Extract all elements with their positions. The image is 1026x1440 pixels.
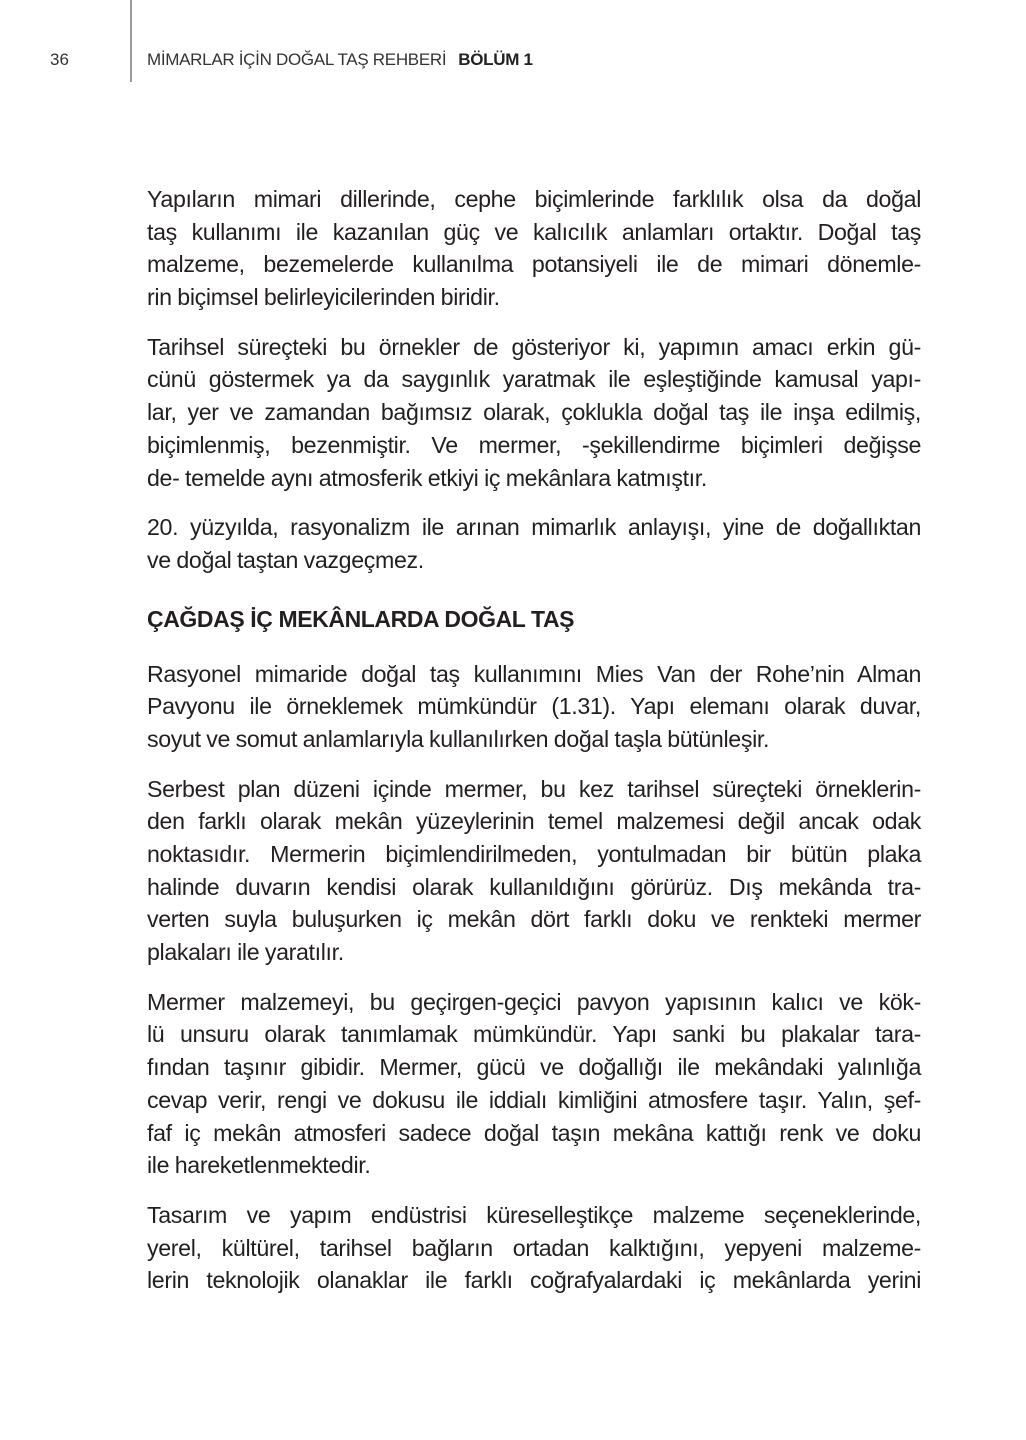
text-line: Rasyonel mimaride doğal taş kullanımını Mies Van der Rohe’nin Alman — [147, 660, 921, 687]
text-line: malzeme, bezemelerde kullanılma potansiyeli ile de mimari dönemle- — [147, 251, 921, 278]
page-number: 36 — [50, 50, 69, 69]
text-line: Tasarım ve yapım endüstrisi küreselleştikçe malzeme seçeneklerinde, — [147, 1201, 921, 1228]
text-line: faf iç mekân atmosferi sadece doğal taşın mekâna kattığı renk ve doku — [147, 1119, 921, 1146]
text-line: noktasıdır. Mermerin biçimlendirilmeden, yontulmadan bir bütün plaka — [147, 841, 921, 867]
text-line: lar, yer ve zamandan bağımsız olarak, çoklukla doğal taş ile inşa edilmiş, — [147, 399, 921, 426]
text-line: verten suyla buluşurken iç mekân dört farklı doku ve renkteki mermer — [147, 906, 921, 933]
text-line: 20. yüzyılda, rasyonalizm ile arınan mimarlık anlayışı, yine de doğallıktan — [147, 514, 921, 541]
text-line: taş kullanımı ile kazanılan güç ve kalıcılık anlamları ortaktır. Doğal taş — [147, 218, 921, 245]
paragraph — [147, 331, 921, 494]
text-line: Pavyonu ile örneklemek mümkündür (1.31). Yapı elemanı olarak duvar, — [147, 693, 921, 720]
text-line: ve doğal taştan vazgeçmez. — [147, 546, 424, 573]
text-line: lerin teknolojik olanaklar ile farklı coğrafyalardaki iç mekânlarda yerini — [147, 1267, 921, 1294]
text-line: Mermer malzemeyi, bu geçirgen-geçici pavyon yapısının kalıcı ve kök- — [147, 988, 921, 1015]
text-line: fından taşınır gibidir. Mermer, gücü ve doğallığı ile mekândaki yalınlığa — [147, 1054, 921, 1081]
text-line: halinde duvarın kendisi olarak kullanıldığını görürüz. Dış mekânda tra- — [147, 873, 921, 900]
paragraphs-after-heading — [147, 658, 921, 1297]
text-line: plakaları ile yaratılır. — [147, 939, 344, 966]
chapter-label: BÖLÜM 1 — [458, 50, 533, 69]
text-line: yerel, kültürel, tarihsel bağların ortadan kalktığını, yepyeni malzeme- — [147, 1234, 921, 1261]
text-line: biçimlenmiş, bezenmiştir. Ve mermer, -şekillendirme biçimleri değişse — [147, 431, 921, 458]
text-line: Tarihsel süreçteki bu örnekler de gösteriyor ki, yapımın amacı erkin gü- — [147, 333, 921, 360]
text-line: de- temelde aynı atmosferik etkiyi iç mekânlara katmıştır. — [147, 464, 707, 491]
running-header — [147, 50, 533, 70]
body-text — [147, 183, 921, 1314]
paragraph — [147, 986, 921, 1182]
text-line: cevap verir, rengi ve dokusu ile iddialı kimliğini atmosfere taşır. Yalın, şef- — [147, 1086, 921, 1113]
text-line: Serbest plan düzeni içinde mermer, bu kez tarihsel süreçteki örneklerin- — [147, 775, 921, 802]
book-title: MİMARLAR İÇİN DOĞAL TAŞ REHBERİ — [147, 50, 447, 69]
paragraph — [147, 183, 921, 314]
header-divider-rule — [130, 0, 132, 82]
paragraph — [147, 773, 921, 969]
paragraphs-before-heading — [147, 183, 921, 577]
text-line: den farklı olarak mekân yüzeylerinin temel malzemesi değil ancak odak — [147, 808, 921, 835]
text-line: rin biçimsel belirleyicilerinden biridir. — [147, 284, 500, 311]
paragraph — [147, 658, 921, 756]
text-line: lü unsuru olarak tanımlamak mümkündür. Yapı sanki bu plakalar tara- — [147, 1021, 921, 1048]
text-line: soyut ve somut anlamlarıyla kullanılırken doğal taşla bütünleşir. — [147, 725, 770, 752]
text-line: Yapıların mimari dillerinde, cephe biçimlerinde farklılık olsa da doğal — [147, 186, 921, 212]
paragraph — [147, 511, 921, 576]
paragraph — [147, 1199, 921, 1297]
section-heading: ÇAĞDAŞ İÇ MEKÂNLARDA DOĞAL TAŞ — [147, 605, 575, 632]
text-line: ile hareketlenmektedir. — [147, 1152, 371, 1179]
text-line: cünü göstermek ya da saygınlık yaratmak ile eşleştiğinde kamusal yapı- — [147, 366, 921, 393]
